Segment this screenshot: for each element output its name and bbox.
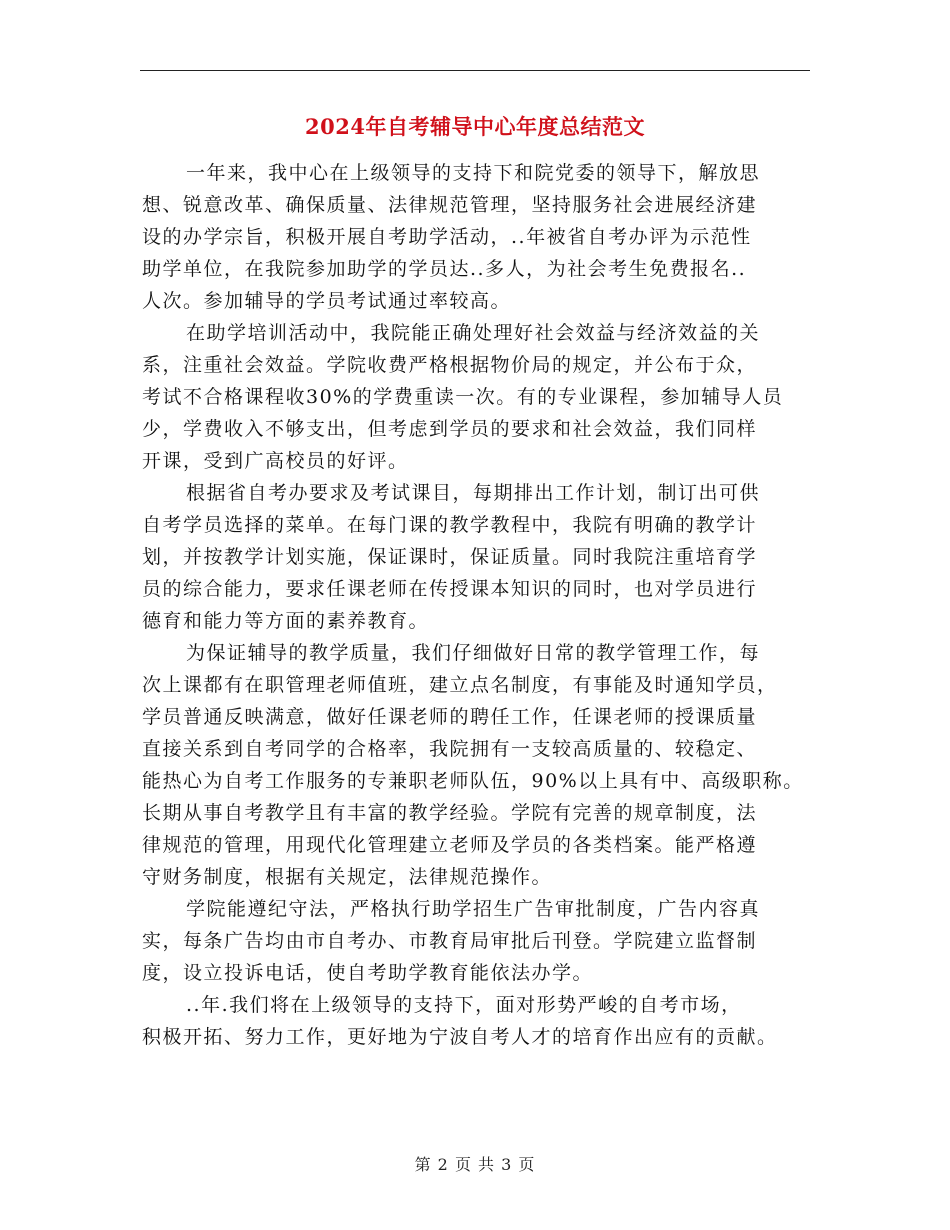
paragraph-5-line-2: 实，每条广告均由市自考办、市教育局审批后刊登。学院建立监督制 (142, 930, 758, 952)
paragraph-1-line-2: 想、锐意改革、确保质量、法律规范管理，坚持服务社会进展经济建 (142, 194, 758, 216)
paragraph-4-line-8: 守财务制度，根据有关规定，法律规范操作。 (142, 866, 553, 888)
paragraph-3-line-1: 根据省自考办要求及考试课目，每期排出工作计划，制订出可供 (186, 482, 761, 504)
paragraph-2-line-5: 开课，受到广高校员的好评。 (142, 450, 409, 472)
paragraph-4-line-3: 学员普通反映满意，做好任课老师的聘任工作，任课老师的授课质量 (142, 706, 758, 728)
paragraph-6-line-2: 积极开拓、努力工作，更好地为宁波自考人才的培育作出应有的贡献。 (142, 1026, 778, 1048)
paragraph-2-line-4: 少，学费收入不够支出，但考虑到学员的要求和社会效益，我们同样 (142, 418, 758, 440)
paragraph-4-line-7: 律规范的管理，用现代化管理建立老师及学员的各类档案。能严格遵 (142, 834, 758, 856)
paragraph-3-line-5: 德育和能力等方面的素养教育。 (142, 610, 430, 632)
paragraph-5-line-1: 学院能遵纪守法，严格执行助学招生广告审批制度，广告内容真 (186, 898, 761, 920)
document-body (142, 157, 812, 1053)
paragraph-4-line-2: 次上课都有在职管理老师值班，建立点名制度，有事能及时通知学员， (142, 674, 778, 696)
paragraph-2-line-1: 在助学培训活动中，我院能正确处理好社会效益与经济效益的关 (186, 322, 761, 344)
paragraph-4-line-4: 直接关系到自考同学的合格率，我院拥有一支较高质量的、较稳定、 (142, 738, 758, 760)
paragraph-1-line-1: 一年来，我中心在上级领导的支持下和院党委的领导下，解放思 (186, 162, 761, 184)
paragraph-4-line-1: 为保证辅导的教学质量，我们仔细做好日常的教学管理工作，每 (186, 642, 761, 664)
paragraph-2-line-3: 考试不合格课程收30%的学费重读一次。有的专业课程，参加辅导人员 (142, 386, 784, 408)
paragraph-2-line-2: 系，注重社会效益。学院收费严格根据物价局的规定，并公布于众， (142, 354, 758, 376)
header-rule (140, 70, 810, 71)
page-number: 第 2 页 共 3 页 (414, 1155, 536, 1174)
paragraph-5-line-3: 度，设立投诉电话，使自考助学教育能依法办学。 (142, 962, 594, 984)
paragraph-4-line-6: 长期从事自考教学且有丰富的教学经验。学院有完善的规章制度，法 (142, 802, 758, 824)
paragraph-3-line-4: 员的综合能力，要求任课老师在传授课本知识的同时，也对学员进行 (142, 578, 758, 600)
paragraph-4-line-5: 能热心为自考工作服务的专兼职老师队伍，90%以上具有中、高级职称。 (142, 770, 804, 792)
paragraph-3-line-3: 划，并按教学计划实施，保证课时，保证质量。同时我院注重培育学 (142, 546, 758, 568)
document-title: 2024年自考辅导中心年度总结范文 (305, 114, 645, 139)
paragraph-6-line-1: ..年.我们将在上级领导的支持下，面对形势严峻的自考市场， (186, 994, 742, 1016)
paragraph-1-line-3: 设的办学宗旨，积极开展自考助学活动，..年被省自考办评为示范性 (142, 226, 752, 248)
paragraph-1-line-5: 人次。参加辅导的学员考试通过率较高。 (142, 290, 512, 312)
paragraph-3-line-2: 自考学员选择的菜单。在每门课的教学教程中，我院有明确的教学计 (142, 514, 758, 536)
paragraph-1-line-4: 助学单位，在我院参加助学的学员达..多人，为社会考生免费报名.. (142, 258, 747, 280)
